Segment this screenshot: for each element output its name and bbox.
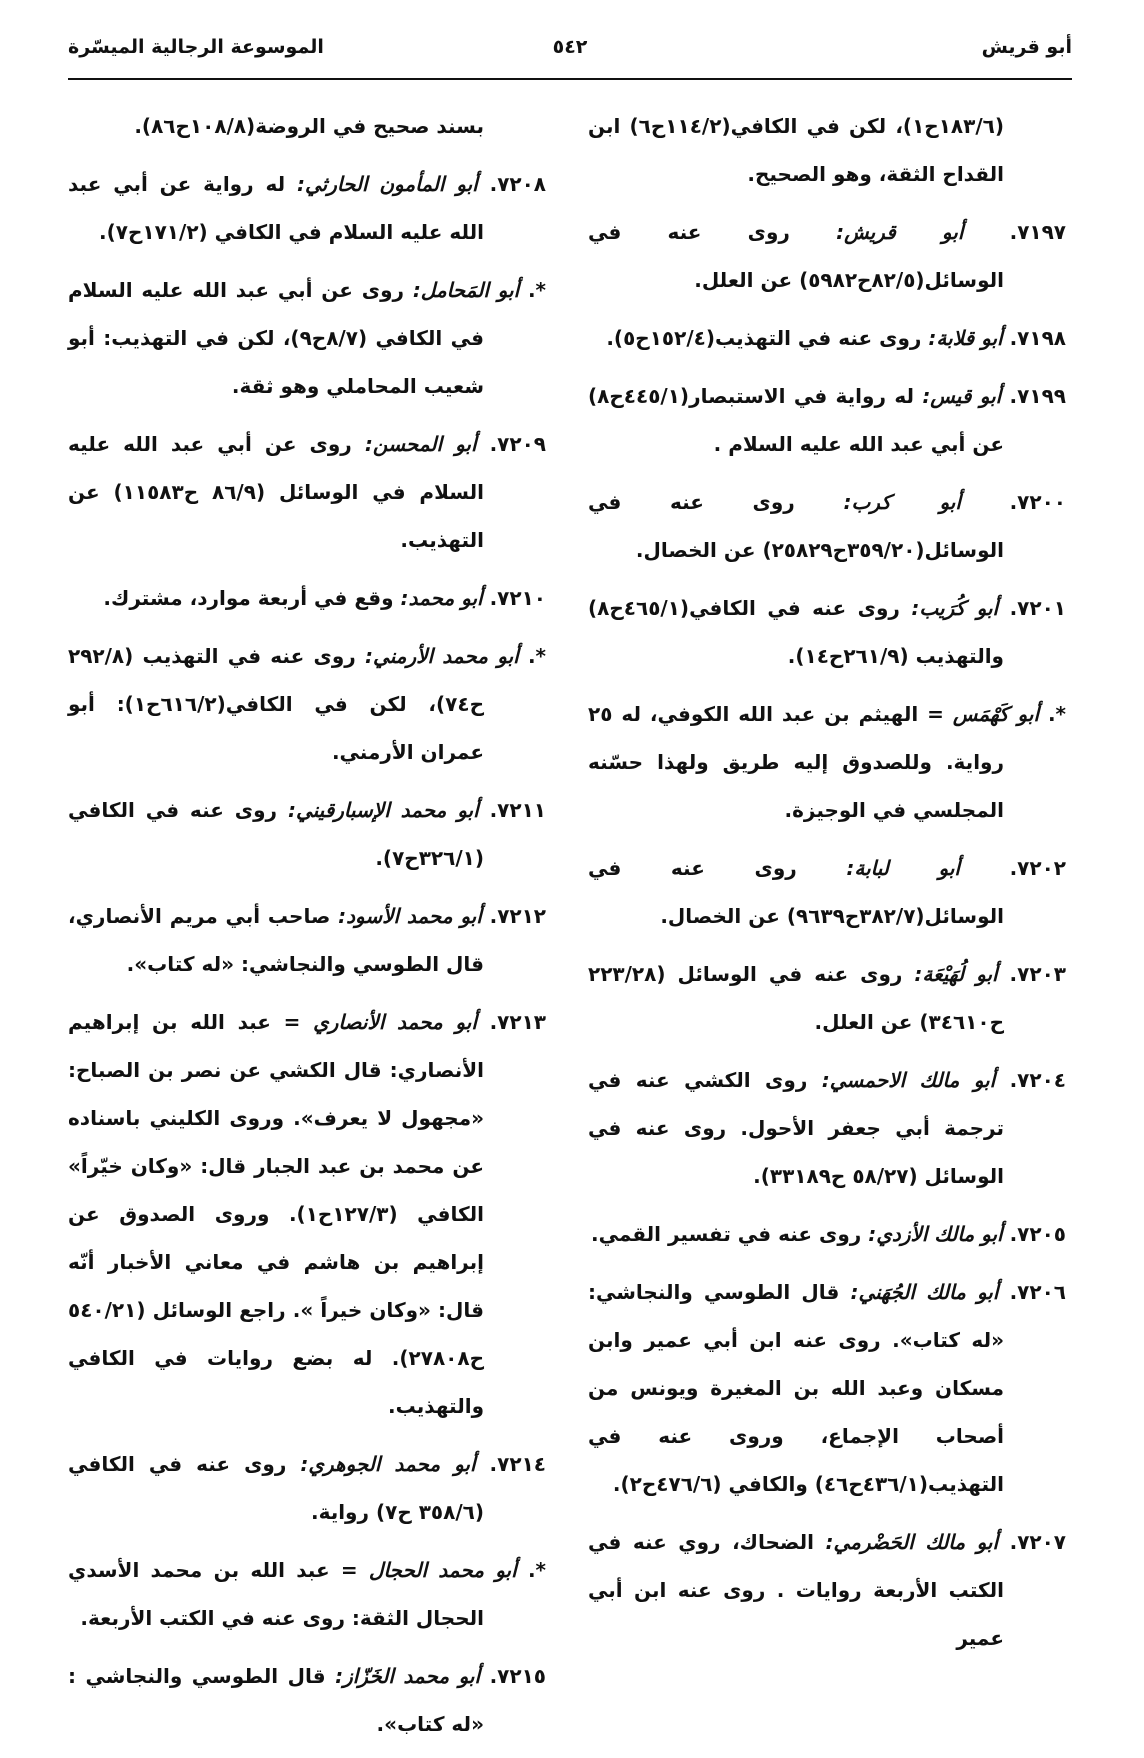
entry-number: ٧٢١١. (489, 798, 546, 822)
entry-number: ٧١٩٩. (1009, 384, 1066, 408)
entry-text: روى عنه في الوسائل(٣٥٩/٢٠ح٢٥٨٢٩) عن الخصال. (588, 490, 1004, 562)
narrator-name: أبو محمد الأنصاري (313, 1010, 477, 1034)
entry-text: = الهيثم بن عبد الله الكوفي، له ٢٥ رواية. وللصدوق إليه طريق ولهذا حسّنه المجلسي في الوجيزة. (588, 702, 1004, 822)
narrator-name: أبو محمد الجوهري: (300, 1452, 476, 1476)
biography-entry (68, 420, 546, 564)
entry-text: له رواية في الاستبصار(٤٤٥/١ح٨) عن أبي عبد الله عليه السلام . (588, 384, 1004, 456)
entry-number: ٧٢٠١. (1009, 596, 1066, 620)
biography-entry (588, 690, 1066, 834)
narrator-name: أبو محمد الإسبارقيني: (287, 798, 479, 822)
narrator-name: أبو مالك الجُهَني: (850, 1280, 999, 1304)
entry-text: روى عن أبي عبد الله عليه السلام في الوسائل (٨٦/٩ ح١١٥٨٣) عن التهذيب. (68, 432, 484, 552)
entry-number: ٧٢٠٤. (1009, 1068, 1066, 1092)
entry-number: ٧٢٠٩. (489, 432, 546, 456)
entry-number: ٧٢١٤. (489, 1452, 546, 1476)
biography-entry (68, 892, 546, 988)
continued-text (588, 102, 1066, 198)
narrator-name: أبو مالك الاحمسي: (821, 1068, 996, 1092)
narrator-name: أبو المحسن: (364, 432, 477, 456)
entry-number: *. (527, 1558, 546, 1582)
entry-text: روى عنه في التهذيب(١٥٢/٤ح٥). (606, 326, 922, 350)
entry-number: ٧٢٠٦. (1009, 1280, 1066, 1304)
biography-entry (68, 1546, 546, 1642)
biography-entry (588, 478, 1066, 574)
biography-entry (588, 1268, 1066, 1508)
narrator-name: أبو كَهْمَس (952, 702, 1040, 726)
narrator-name: أبو كُرَيب: (911, 596, 999, 620)
entry-number: ٧٢١٣. (489, 1010, 546, 1034)
narrator-name: أبو مالك الحَضْرمي: (825, 1530, 999, 1554)
biography-entry (68, 1652, 546, 1748)
narrator-name: أبو كرب: (843, 490, 961, 514)
narrator-name: أبو لبابة: (846, 856, 960, 880)
narrator-name: أبو مالك الأزدي: (868, 1222, 1003, 1246)
entry-text: = عبد الله بن إبراهيم الأنصاري: قال الكشي عن نصر بن الصباح: «مجهول لا يعرف». وروى الكليني باسناده عن محمد بن عبد الجبار قال: «وكان خيّراً» الكافي (١٢٧/٣ح١). وروى الصدوق عن إبراهيم بن هاشم في معاني الأخبار أنّه قال: «وكان خيراً ». راجع الوسائل (٥٤٠/٢١ ح٢٧٨٠٨). له بضع روايات في الكافي والتهذيب. (68, 1010, 484, 1418)
biography-entry (588, 1210, 1066, 1258)
entry-text: = عبد الله بن محمد الأسدي الحجال الثقة: روى عنه في الكتب الأربعة. (68, 1558, 484, 1630)
biography-entry (68, 266, 546, 410)
header-rule (68, 78, 1072, 80)
narrator-name: أبو محمد الأسود: (338, 904, 482, 928)
narrator-name: أبو محمد الأرمني: (365, 644, 519, 668)
entry-text: روى الكشي عنه في ترجمة أبي جعفر الأحول. روى عنه في الوسائل (٥٨/٢٧ ح٣٣١٨٩). (588, 1068, 1004, 1188)
entry-text: روى عنه في الوسائل (٢٢٣/٢٨ ح٣٤٦١٠) عن العلل. (588, 962, 1004, 1034)
narrator-name: أبو قريش: (836, 220, 964, 244)
biography-entry (588, 1518, 1066, 1662)
entry-text: روى عنه في التهذيب (٢٩٢/٨ ح٧٤)، لكن في الكافي(٦١٦/٢ح١): أبو عمران الأرمني. (68, 644, 484, 764)
entry-number: ٧١٩٨. (1009, 326, 1066, 350)
entry-number: *. (527, 644, 546, 668)
entry-number: ٧٢٠٨. (489, 172, 547, 196)
right-column (588, 102, 1066, 1672)
biography-entry (68, 786, 546, 882)
entry-text: روى عنه في الكافي (٣٢٦/١ح٧). (68, 798, 484, 870)
left-column (68, 102, 546, 1758)
biography-entry (588, 950, 1066, 1046)
entry-number: ٧١٩٧. (1009, 220, 1067, 244)
biography-entry (588, 1056, 1066, 1200)
narrator-name: أبو قيس: (922, 384, 1002, 408)
continued-text (68, 102, 546, 150)
running-title-right: أبو قريش (981, 36, 1072, 58)
entry-number: ٧٢٠٥. (1009, 1222, 1066, 1246)
narrator-name: أبو المَحامل: (412, 278, 520, 302)
biography-entry (68, 160, 546, 256)
narrator-name: أبو محمد: (400, 586, 483, 610)
entry-number: ٧٢١٥. (489, 1664, 546, 1688)
entry-text: روى عنه في الوسائل(٨٢/٥ح٥٩٨٢) عن العلل. (588, 220, 1004, 292)
page-header (68, 36, 1072, 72)
running-title-left: الموسوعة الرجالية الميسّرة (68, 36, 324, 58)
entry-text: (١٨٣/٦ح١)، لكن في الكافي(١١٤/٢ح٦) ابن القداح الثقة، وهو الصحيح. (588, 114, 1004, 186)
entry-text: قال الطوسي والنجاشي : «له كتاب». (68, 1664, 484, 1736)
entry-text: روى عنه في تفسير القمي. (591, 1222, 862, 1246)
narrator-name: أبو لُهَيْعَة: (914, 962, 998, 986)
entry-number: ٧٢٠٧. (1009, 1530, 1067, 1554)
biography-entry (588, 372, 1066, 468)
entry-number: ٧٢٠٢. (1009, 856, 1066, 880)
entry-text: له رواية عن أبي عبد الله عليه السلام في الكافي (١٧١/٢ح٧). (68, 172, 484, 244)
narrator-name: أبو محمد الحجال (368, 1558, 517, 1582)
narrator-name: أبو محمد الخَزّاز: (335, 1664, 481, 1688)
biography-entry (68, 632, 546, 776)
entry-text: روى عنه في الوسائل(٣٨٢/٧ح٩٦٣٩) عن الخصال. (588, 856, 1004, 928)
narrator-name: أبو قلابة: (928, 326, 1003, 350)
biography-entry (68, 574, 546, 622)
biography-entry (68, 1440, 546, 1536)
biography-entry (588, 314, 1066, 362)
entry-text: قال الطوسي والنجاشي: «له كتاب». روى عنه ابن أبي عمير وابن مسكان وعبد الله بن المغيرة ويونس من أصحاب الإجماع، وروى عنه في التهذيب(٤٣٦/١ح٤٦) والكافي (٤٧٦/٦ح٢). (588, 1280, 1004, 1496)
biography-entry (588, 208, 1066, 304)
entry-number: ٧٢١٢. (489, 904, 547, 928)
page-number: ٥٤٢ (552, 36, 588, 58)
entry-number: *. (527, 278, 546, 302)
entry-number: ٧٢٠٣. (1009, 962, 1066, 986)
biography-entry (68, 998, 546, 1430)
entry-text: صاحب أبي مريم الأنصاري، قال الطوسي والنجاشي: «له كتاب». (68, 904, 484, 976)
entry-number: *. (1047, 702, 1067, 726)
entry-text: بسند صحيح في الروضة(١٠٨/٨ح٨٦). (134, 114, 484, 138)
entry-text: روى عن أبي عبد الله عليه السلام في الكافي (٨/٧ح٩)، لكن في التهذيب: أبو شعيب المحاملي وهو ثقة. (68, 278, 484, 398)
entry-number: ٧٢١٠. (489, 586, 546, 610)
entry-number: ٧٢٠٠. (1009, 490, 1066, 514)
narrator-name: أبو المأمون الحارثي: (296, 172, 478, 196)
entry-text: روى عنه في الكافي(٤٦٥/١ح٨) والتهذيب (٢٦١/٩ح١٤). (588, 596, 1004, 668)
entry-text: روى عنه في الكافي (٣٥٨/٦ ح٧) رواية. (68, 1452, 484, 1524)
entry-text: وقع في أربعة موارد، مشترك. (103, 586, 394, 610)
entry-text: الضحاك، روي عنه في الكتب الأربعة روايات . روى عنه ابن أبي عمير (588, 1530, 1004, 1650)
biography-entry (588, 584, 1066, 680)
biography-entry (588, 844, 1066, 940)
